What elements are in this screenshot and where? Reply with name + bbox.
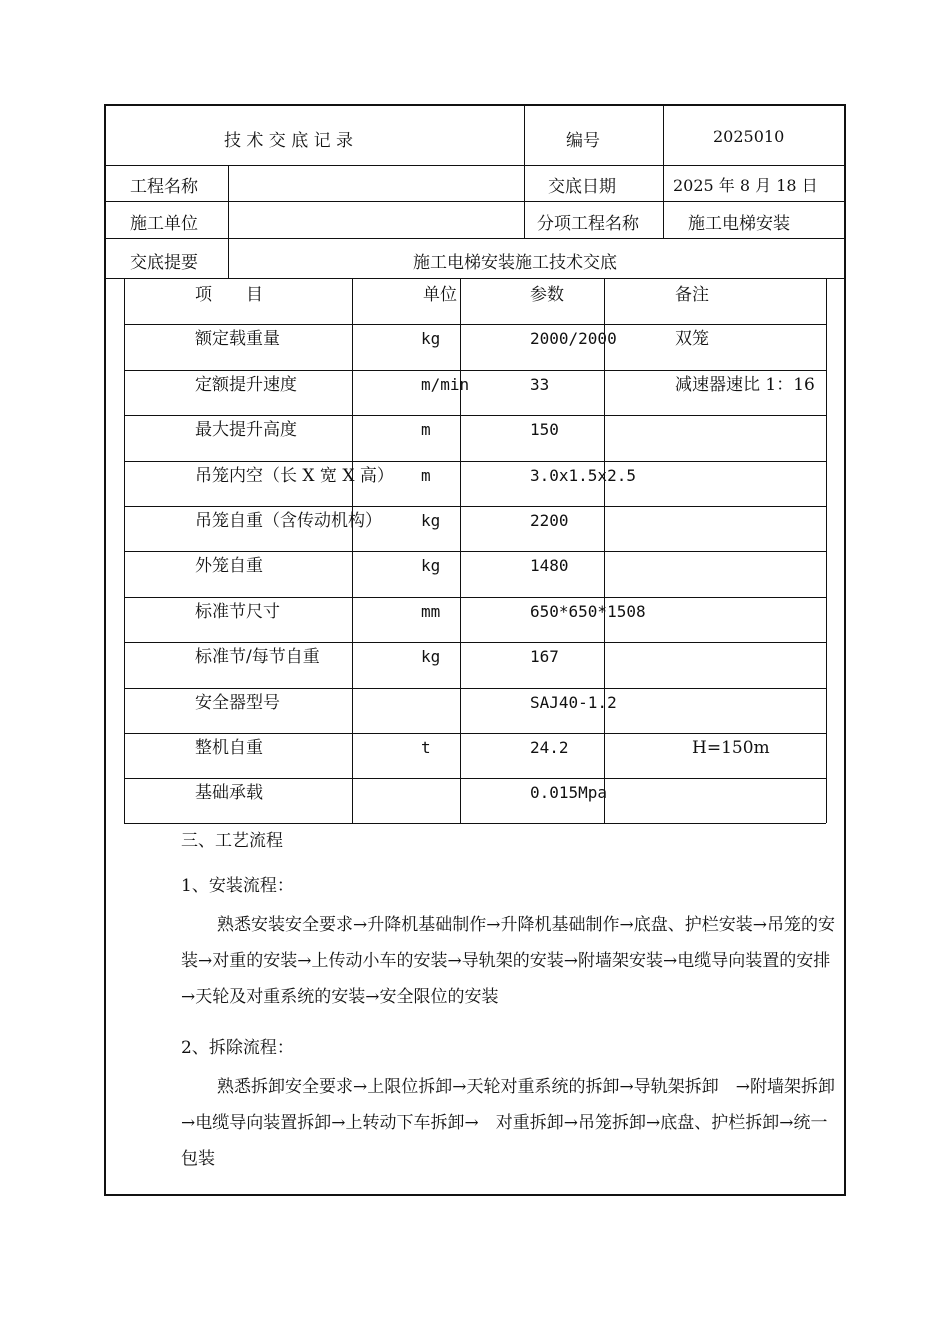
table-header-cell: 项 目 [195, 285, 263, 305]
param-value: 167 [530, 647, 559, 666]
param-value: 150 [530, 420, 559, 439]
table-row-line [124, 461, 826, 462]
subproject-label: 分项工程名称 [537, 214, 639, 234]
date-value: 2025 年 8 月 18 日 [673, 176, 818, 195]
param-name: 标准节尺寸 [195, 602, 280, 622]
table-header-cell: 参数 [530, 285, 564, 305]
param-remark: H=150m [692, 738, 770, 758]
header-line [105, 238, 845, 239]
header-line [105, 278, 845, 279]
param-name: 安全器型号 [195, 693, 280, 713]
param-unit: m [421, 466, 431, 485]
param-unit: t [421, 738, 431, 757]
param-unit: kg [421, 556, 441, 575]
param-unit: m [421, 420, 431, 439]
install-title: 1、安装流程： [181, 876, 294, 896]
param-value: 1480 [530, 556, 569, 575]
param-unit: mm [421, 602, 441, 621]
header-line [105, 165, 845, 166]
param-name: 标准节/每节自重 [195, 647, 320, 667]
param-remark [675, 645, 825, 669]
param-remark [675, 509, 825, 533]
param-value: 2000/2000 [530, 329, 617, 348]
param-unit: kg [421, 647, 441, 666]
param-unit: m/min [421, 375, 470, 394]
param-name: 基础承载 [195, 783, 263, 803]
param-remark: 双笼 [675, 329, 709, 349]
project-name-label: 工程名称 [130, 177, 198, 197]
table-row-line [124, 597, 826, 598]
table-row-line [124, 733, 826, 734]
param-unit: kg [421, 329, 441, 348]
table-header-cell: 备注 [675, 285, 709, 305]
param-value: 650*650*1508 [530, 602, 646, 621]
header-divider [663, 105, 664, 238]
param-remark: 减速器速比 1：16 [675, 375, 815, 395]
param-value: 0.015Mpa [530, 783, 608, 802]
table-row-line [124, 778, 826, 779]
table-row-line [124, 551, 826, 552]
table-row-line [124, 370, 826, 371]
number-value: 2025010 [713, 127, 785, 146]
table-row-line [124, 688, 826, 689]
param-unit [421, 691, 441, 715]
unit-label: 施工单位 [130, 214, 198, 234]
number-label: 编号 [566, 131, 600, 151]
record-title: 技 术 交 底 记 录 [224, 131, 354, 151]
summary-label: 交底提要 [130, 253, 198, 273]
param-name: 吊笼内空（长 X 宽 X 高） [195, 466, 394, 486]
param-value: 33 [530, 375, 550, 394]
header-divider [228, 166, 229, 278]
summary-value: 施工电梯安装施工技术交底 [413, 253, 617, 273]
param-remark [675, 554, 825, 578]
param-value: SAJ40-1.2 [530, 693, 617, 712]
date-label: 交底日期 [548, 177, 616, 197]
header-line [105, 201, 845, 202]
param-name: 整机自重 [195, 738, 263, 758]
section-title: 三、工艺流程 [181, 831, 283, 851]
table-row-line [124, 324, 826, 325]
param-remark [675, 418, 825, 442]
param-value: 3.0x1.5x2.5 [530, 466, 636, 485]
table-row-line [124, 642, 826, 643]
param-name: 外笼自重 [195, 556, 263, 576]
subproject-value: 施工电梯安装 [688, 214, 790, 234]
param-remark [675, 600, 825, 624]
table-row-line [124, 823, 826, 824]
param-unit: kg [421, 511, 441, 530]
param-remark [675, 464, 825, 488]
param-value: 24.2 [530, 738, 569, 757]
param-name: 额定载重量 [195, 329, 280, 349]
remove-paragraph: 熟悉拆卸安全要求→上限位拆卸→天轮对重系统的拆卸→导轨架拆卸 →附墙架拆卸→电缆导向装置拆卸→上转动下车拆卸→ 对重拆卸→吊笼拆卸→底盘、护栏拆卸→统一包装 [181, 1077, 835, 1169]
param-remark [675, 691, 825, 715]
param-unit [421, 781, 441, 805]
param-value: 2200 [530, 511, 569, 530]
remove-title: 2、拆除流程： [181, 1038, 294, 1058]
param-name: 定额提升速度 [195, 375, 297, 395]
header-divider [524, 105, 525, 238]
table-header-cell: 单位 [423, 285, 457, 305]
param-remark [675, 781, 825, 805]
table-row-line [124, 506, 826, 507]
table-row-line [124, 415, 826, 416]
install-paragraph: 熟悉安装安全要求→升降机基础制作→升降机基础制作→底盘、护栏安装→吊笼的安装→对重的安装→上传动小车的安装→导轨架的安装→附墙架安装→电缆导向装置的安排→天轮及对重系统的安装→安全限位的安装 [181, 915, 835, 1007]
param-name: 吊笼自重（含传动机构） [195, 511, 382, 531]
param-name: 最大提升高度 [195, 420, 297, 440]
